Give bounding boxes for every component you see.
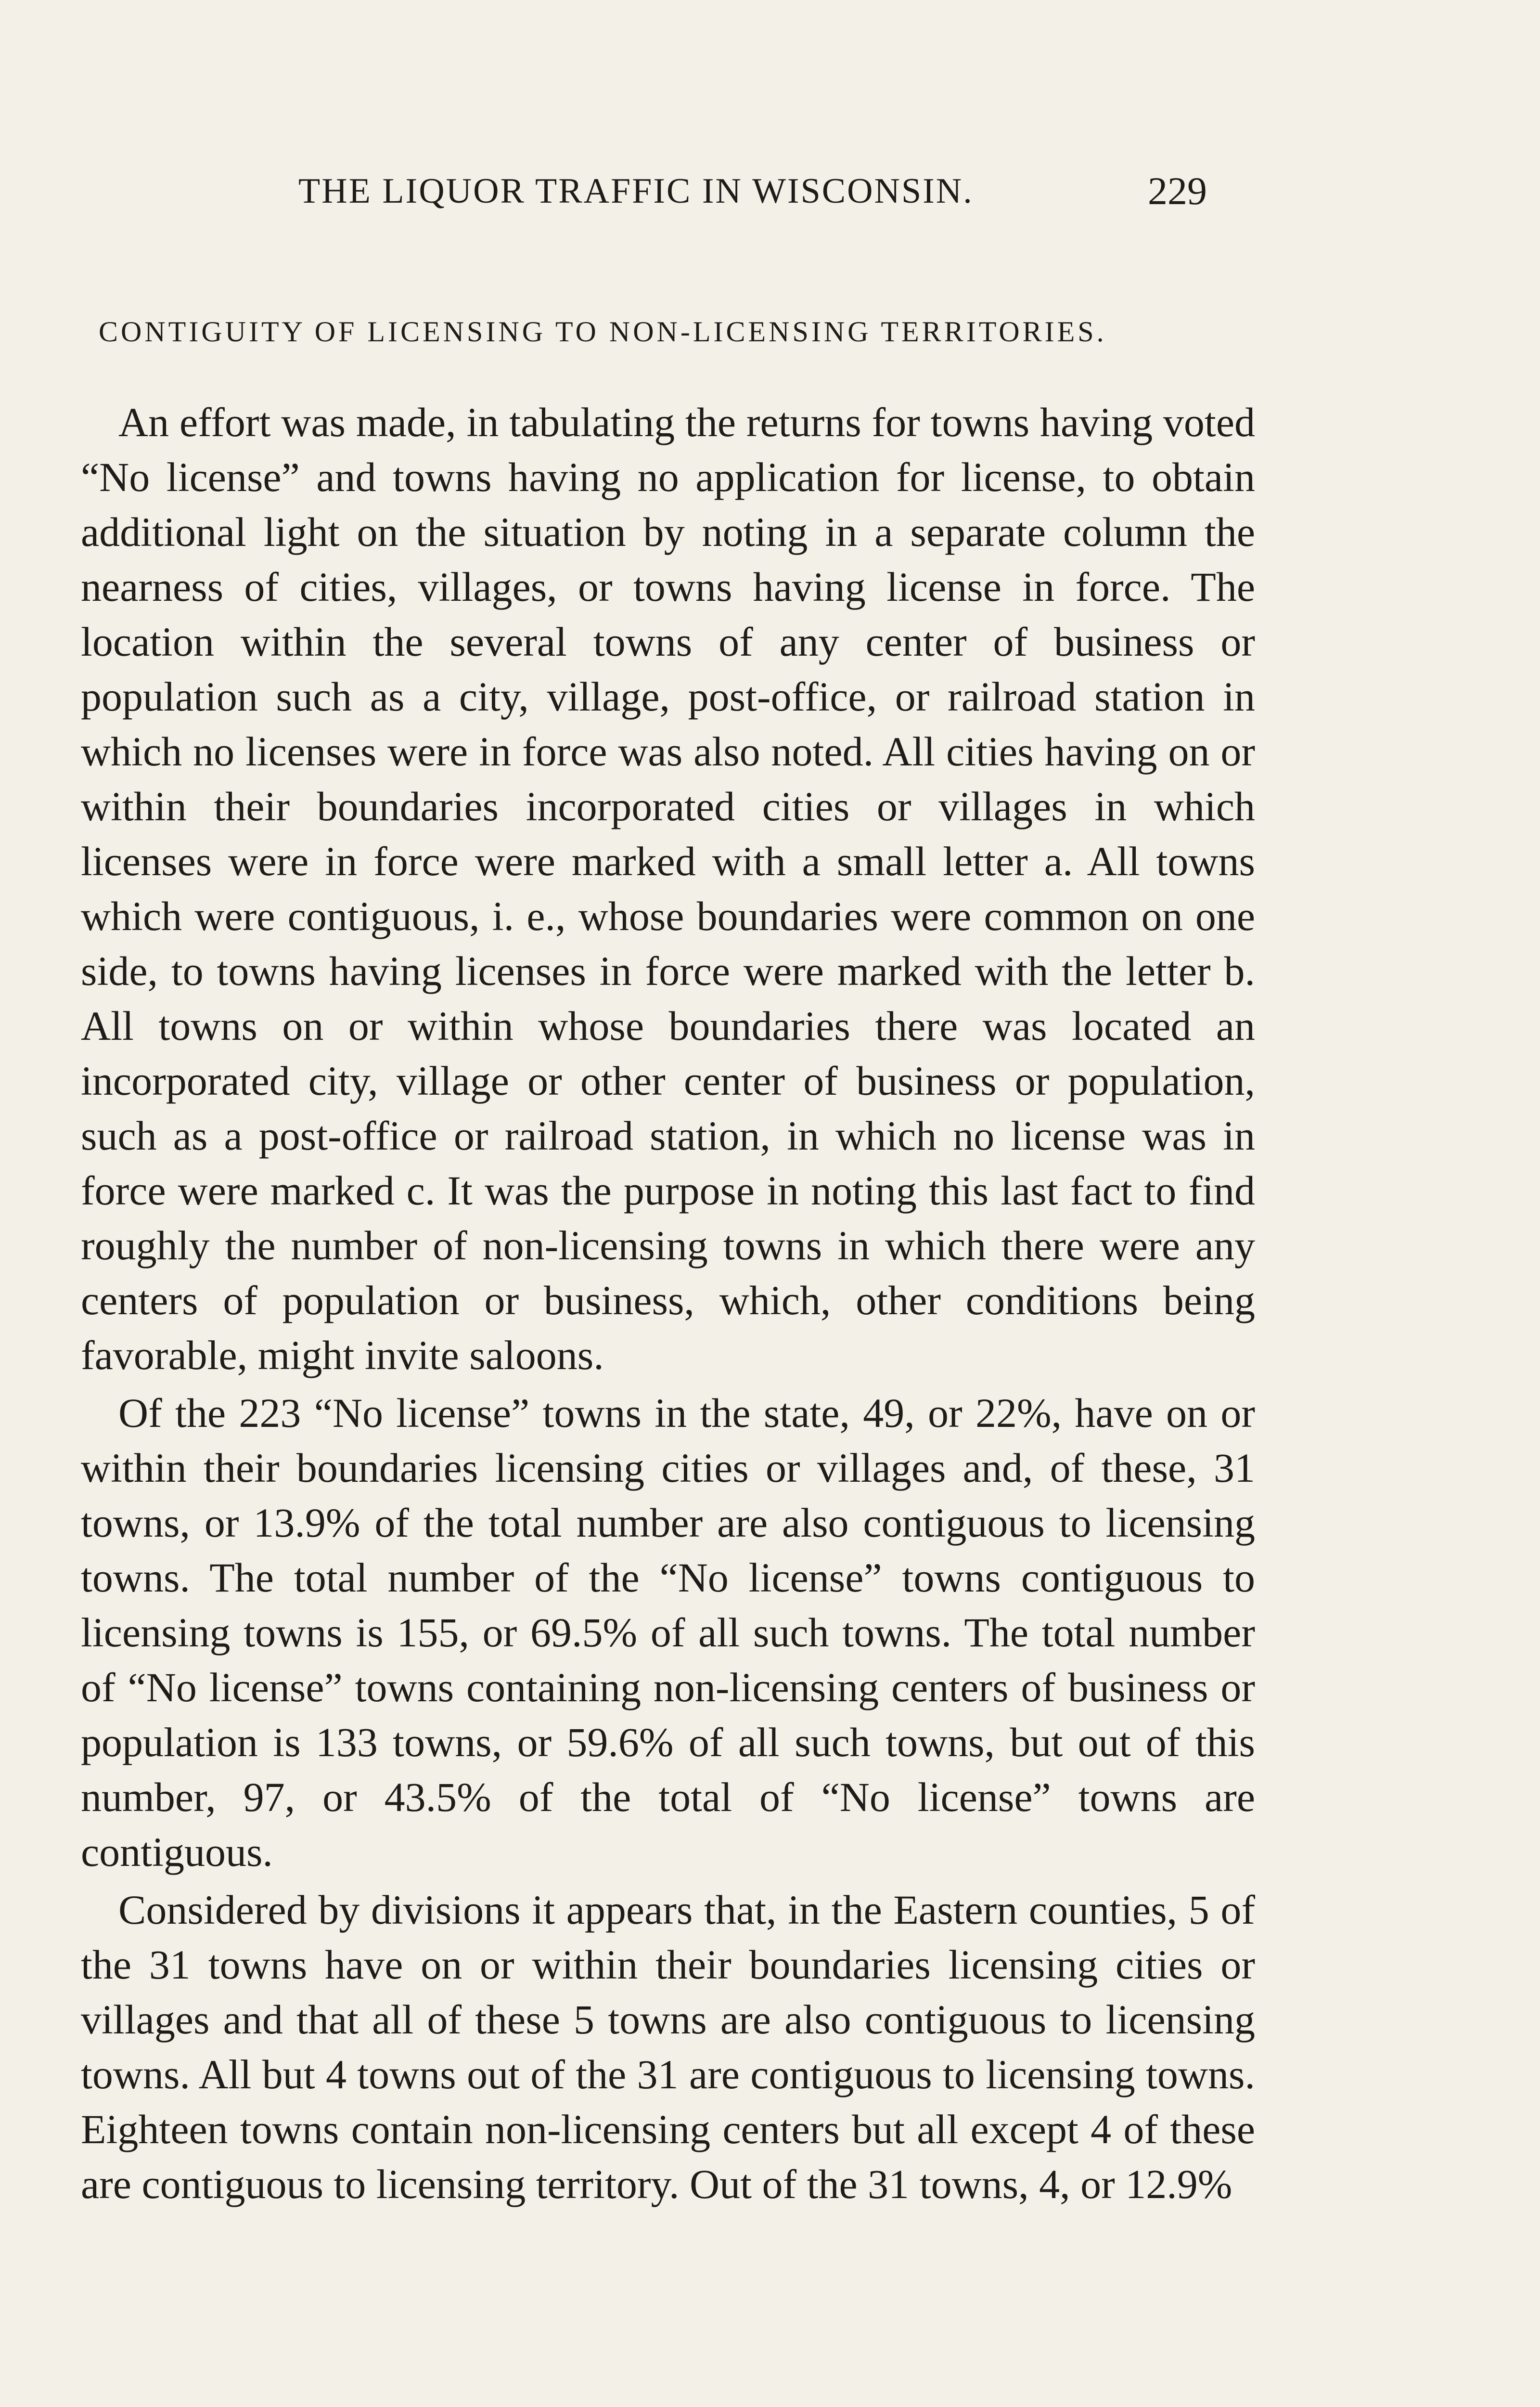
section-heading: CONTIGUITY OF LICENSING TO NON-LICENSING TERRITORIES. xyxy=(99,316,1107,348)
running-title: THE LIQUOR TRAFFIC IN WISCONSIN. xyxy=(298,171,974,211)
page-number: 229 xyxy=(1148,169,1207,213)
paragraph: Considered by divisions it appears that, in the Eastern counties, 5 of the 31 towns have on or within their boundaries licensing cities or villages and that all of these 5 towns are also contiguous to licensing towns. All but 4 towns out of the 31 are contiguous to licensing towns. Eighteen towns contain non-licensing centers but all except 4 of these are contiguous to licensing territory. Out of the 31 towns, 4, or 12.9% xyxy=(81,1887,1255,2207)
paragraph: Of the 223 “No license” towns in the state, 49, or 22%, have on or within their boundaries licensing cities or villages and, of these, 31 towns, or 13.9% of the total number are also contiguous to licensing towns. The total number of the “No license” towns contiguous to licensing towns is 155, or 69.5% of all such towns. The total number of “No license” towns containing non-licensing centers of business or population is 133 towns, or 59.6% of all such towns, but out of this number, 97, or 43.5% of the total of “No license” towns are contiguous. xyxy=(81,1390,1255,1875)
body-text xyxy=(81,395,1255,2214)
paragraph: An effort was made, in tabulating the returns for towns having voted “No license” and towns having no application for license, to obtain additional light on the situation by noting in a separate column the nearness of cities, villages, or towns having license in force. The location within the several towns of any center of business or population such as a city, village, post-office, or railroad station in which no licenses were in force was also noted. All cities having on or within their boundaries incorporated cities or villages in which licenses were in force were marked with a small letter a. All towns which were contiguous, i. e., whose boundaries were common on one side, to towns having licenses in force were marked with the letter b. All towns on or within whose boundaries there was located an incorporated city, village or other center of business or population, such as a post-office or railroad station, in which no license was in force were marked c. It was the purpose in noting this last fact to find roughly the number of non-licensing towns in which there were any centers of population or business, which, other conditions being favorable, might invite saloons. xyxy=(81,399,1255,1378)
